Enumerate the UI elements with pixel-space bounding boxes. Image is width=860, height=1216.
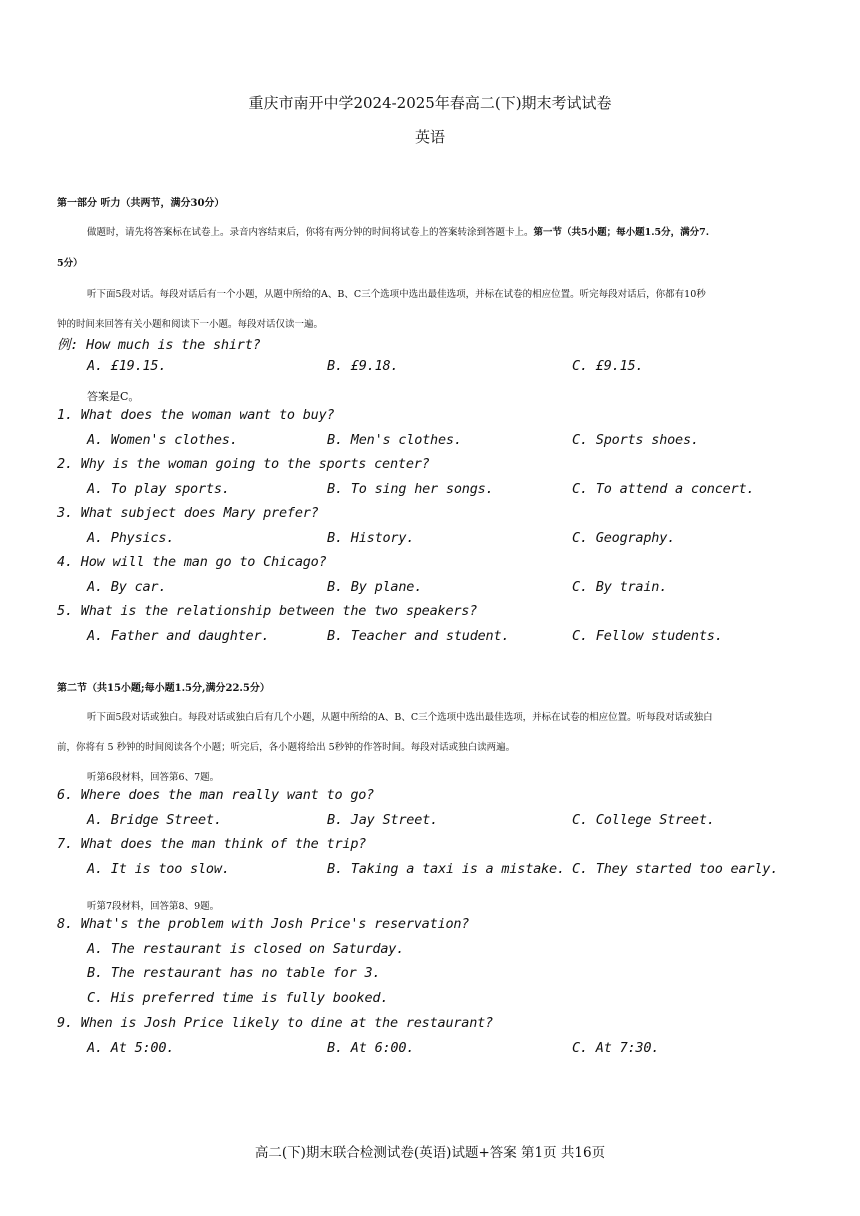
- example-question: 例: How much is the shirt?: [57, 337, 261, 353]
- subject-title: 英语: [414, 128, 445, 146]
- q1-option-c: C. Sports shoes.: [572, 432, 699, 448]
- question-2: 2. Why is the woman going to the sports center?: [57, 456, 430, 472]
- q8-option-a: A. The restaurant is closed on Saturday.: [87, 941, 405, 957]
- q1-option-a: A. Women's clothes.: [87, 432, 238, 448]
- question-1: 1. What does the woman want to buy?: [57, 407, 335, 423]
- part1-heading: 第一部分 听力（共两节，满分30分）: [57, 198, 225, 209]
- q4-option-a: A. By car.: [87, 579, 167, 595]
- q8-option-c: C. His preferred time is fully booked.: [87, 990, 389, 1006]
- q6-option-a: A. Bridge Street.: [87, 812, 222, 828]
- q9-option-c: C. At 7:30.: [572, 1040, 660, 1056]
- q9-option-b: B. At 6:00.: [327, 1040, 415, 1056]
- question-3: 3. What subject does Mary prefer?: [57, 505, 319, 521]
- section1-instruction-line2: 钟的时间来回答有关小题和阅读下一小题。每段对话仅读一遍。: [57, 319, 324, 330]
- example-option-a: A. £19.15.: [87, 358, 167, 374]
- part1-instruction-line2: 5分）: [57, 258, 83, 269]
- q5-option-a: A. Father and daughter.: [87, 628, 270, 644]
- q2-option-c: C. To attend a concert.: [572, 481, 755, 497]
- q7-option-b: B. Taking a taxi is a mistake.: [327, 861, 565, 877]
- part1-instruction-line1: [87, 224, 709, 238]
- q2-option-a: A. To play sports.: [87, 481, 230, 497]
- example-option-b: B. £9.18.: [327, 358, 399, 374]
- question-6: 6. Where does the man really want to go?: [57, 787, 375, 803]
- q4-option-b: B. By plane.: [327, 579, 423, 595]
- q6-option-c: C. College Street.: [572, 812, 715, 828]
- q8-option-b: B. The restaurant has no table for 3.: [87, 965, 381, 981]
- question-7: 7. What does the man think of the trip?: [57, 836, 367, 852]
- q3-option-c: C. Geography.: [572, 530, 676, 546]
- q2-option-b: B. To sing her songs.: [327, 481, 494, 497]
- q6-option-b: B. Jay Street.: [327, 812, 438, 828]
- example-option-c: C. £9.15.: [572, 358, 644, 374]
- q7-option-a: A. It is too slow.: [87, 861, 230, 877]
- material6-lead: 听第6段材料，回答第6、7题。: [87, 772, 220, 783]
- material7-lead: 听第7段材料，回答第8、9题。: [87, 901, 220, 912]
- q5-option-b: B. Teacher and student.: [327, 628, 510, 644]
- exam-title: 重庆市南开中学2024-2025年春高二(下)期末考试试卷: [248, 94, 612, 112]
- section2-heading: 第二节（共15小题;每小题1.5分,满分22.5分）: [57, 683, 270, 694]
- question-5: 5. What is the relationship between the two speakers?: [57, 603, 478, 619]
- section1-heading: 第一节（共5小题；每小题1.5分，满分7.: [533, 227, 710, 238]
- section1-instruction-line1: 听下面5段对话。每段对话后有一个小题，从题中所给的A、B、C三个选项中选出最佳选项，并标在试卷的相应位置。听完每段对话后，你都有10秒: [87, 289, 706, 300]
- q9-option-a: A. At 5:00.: [87, 1040, 175, 1056]
- example-answer: 答案是C。: [87, 390, 140, 403]
- section2-instruction-line2: 前，你将有 5 秒钟的时间阅读各个小题；听完后，各小题将给出 5秒钟的作答时间。每段对话或独白读两遍。: [57, 742, 516, 753]
- q3-option-a: A. Physics.: [87, 530, 175, 546]
- part1-instruction-text: 做题时，请先将答案标在试卷上。录音内容结束后，你将有两分钟的时间将试卷上的答案转涂到答题卡上。: [87, 227, 534, 238]
- q5-option-c: C. Fellow students.: [572, 628, 723, 644]
- question-8: 8. What's the problem with Josh Price's reservation?: [57, 916, 470, 932]
- question-4: 4. How will the man go to Chicago?: [57, 554, 327, 570]
- page-footer: 高二(下)期末联合检测试卷(英语)试题+答案 第1页 共16页: [254, 1145, 606, 1161]
- question-9: 9. When is Josh Price likely to dine at the restaurant?: [57, 1015, 494, 1031]
- q4-option-c: C. By train.: [572, 579, 668, 595]
- q3-option-b: B. History.: [327, 530, 415, 546]
- q7-option-c: C. They started too early.: [572, 861, 779, 877]
- section2-instruction-line1: 听下面5段对话或独白。每段对话或独白后有几个小题，从题中所给的A、B、C三个选项中选出最佳选项，并标在试卷的相应位置。听每段对话或独白: [87, 712, 713, 723]
- q1-option-b: B. Men's clothes.: [327, 432, 462, 448]
